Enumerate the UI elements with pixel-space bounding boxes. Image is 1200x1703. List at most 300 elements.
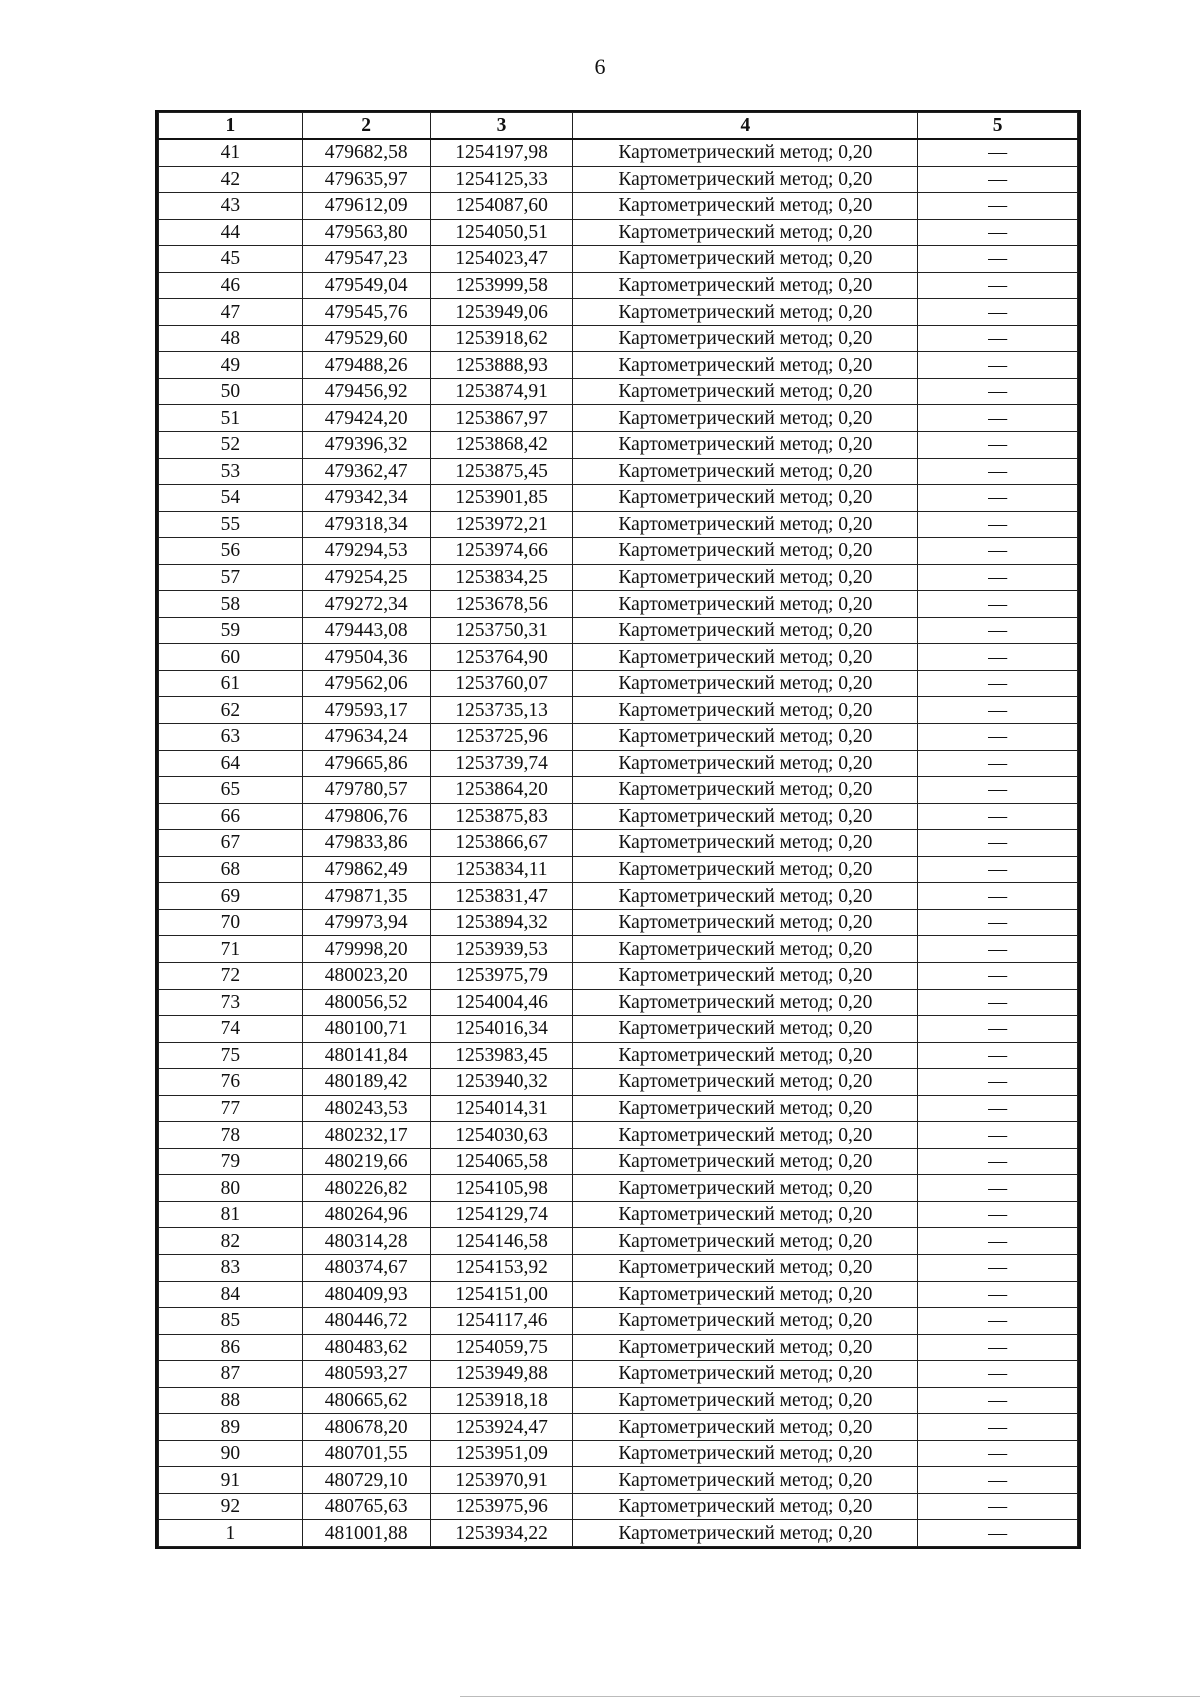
description-cell: —	[918, 1281, 1078, 1308]
point-number-cell: 64	[159, 750, 303, 777]
method-cell: Картометрический метод; 0,20	[573, 1467, 918, 1494]
y-coordinate-cell: 1254030,63	[430, 1122, 573, 1149]
table-row	[159, 352, 1078, 379]
x-coordinate-cell: 480729,10	[302, 1467, 430, 1494]
x-coordinate-cell: 479862,49	[302, 856, 430, 883]
description-cell: —	[918, 219, 1078, 246]
y-coordinate-cell: 1253918,18	[430, 1387, 573, 1414]
description-cell: —	[918, 617, 1078, 644]
table-row	[159, 1493, 1078, 1520]
description-cell: —	[918, 1334, 1078, 1361]
table-row	[159, 1414, 1078, 1441]
description-cell: —	[918, 1122, 1078, 1149]
y-coordinate-cell: 1253875,45	[430, 458, 573, 485]
header-cell-col-1: 1	[159, 113, 303, 140]
table-row	[159, 962, 1078, 989]
y-coordinate-cell: 1253940,32	[430, 1069, 573, 1096]
point-number-cell: 46	[159, 272, 303, 299]
description-cell: —	[918, 909, 1078, 936]
y-coordinate-cell: 1254016,34	[430, 1016, 573, 1043]
description-cell: —	[918, 750, 1078, 777]
method-cell: Картометрический метод; 0,20	[573, 1493, 918, 1520]
description-cell: —	[918, 1387, 1078, 1414]
method-cell: Картометрический метод; 0,20	[573, 1308, 918, 1335]
description-cell: —	[918, 193, 1078, 220]
y-coordinate-cell: 1253834,25	[430, 564, 573, 591]
method-cell: Картометрический метод; 0,20	[573, 538, 918, 565]
point-number-cell: 86	[159, 1334, 303, 1361]
method-cell: Картометрический метод; 0,20	[573, 1440, 918, 1467]
y-coordinate-cell: 1254125,33	[430, 166, 573, 193]
description-cell: —	[918, 378, 1078, 405]
y-coordinate-cell: 1254197,98	[430, 139, 573, 166]
point-number-cell: 45	[159, 246, 303, 273]
description-cell: —	[918, 1254, 1078, 1281]
y-coordinate-cell: 1253888,93	[430, 352, 573, 379]
point-number-cell: 87	[159, 1361, 303, 1388]
x-coordinate-cell: 479424,20	[302, 405, 430, 432]
table-row	[159, 538, 1078, 565]
method-cell: Картометрический метод; 0,20	[573, 458, 918, 485]
x-coordinate-cell: 480243,53	[302, 1095, 430, 1122]
x-coordinate-cell: 479362,47	[302, 458, 430, 485]
method-cell: Картометрический метод; 0,20	[573, 670, 918, 697]
description-cell: —	[918, 246, 1078, 273]
description-cell: —	[918, 1069, 1078, 1096]
point-number-cell: 55	[159, 511, 303, 538]
point-number-cell: 91	[159, 1467, 303, 1494]
x-coordinate-cell: 480678,20	[302, 1414, 430, 1441]
description-cell: —	[918, 777, 1078, 804]
table-row	[159, 1069, 1078, 1096]
header-cell-col-4: 4	[573, 113, 918, 140]
x-coordinate-cell: 480409,93	[302, 1281, 430, 1308]
table-row	[159, 1175, 1078, 1202]
method-cell: Картометрический метод; 0,20	[573, 909, 918, 936]
table-row	[159, 325, 1078, 352]
x-coordinate-cell: 479254,25	[302, 564, 430, 591]
x-coordinate-cell: 480665,62	[302, 1387, 430, 1414]
method-cell: Картометрический метод; 0,20	[573, 1520, 918, 1547]
table-row	[159, 272, 1078, 299]
table-row	[159, 989, 1078, 1016]
y-coordinate-cell: 1254117,46	[430, 1308, 573, 1335]
point-number-cell: 50	[159, 378, 303, 405]
x-coordinate-cell: 479318,34	[302, 511, 430, 538]
method-cell: Картометрический метод; 0,20	[573, 378, 918, 405]
method-cell: Картометрический метод; 0,20	[573, 1228, 918, 1255]
y-coordinate-cell: 1253934,22	[430, 1520, 573, 1547]
y-coordinate-cell: 1253894,32	[430, 909, 573, 936]
point-number-cell: 63	[159, 724, 303, 751]
method-cell: Картометрический метод; 0,20	[573, 962, 918, 989]
x-coordinate-cell: 479871,35	[302, 883, 430, 910]
point-number-cell: 49	[159, 352, 303, 379]
x-coordinate-cell: 479665,86	[302, 750, 430, 777]
description-cell: —	[918, 1520, 1078, 1547]
point-number-cell: 65	[159, 777, 303, 804]
method-cell: Картометрический метод; 0,20	[573, 697, 918, 724]
point-number-cell: 54	[159, 485, 303, 512]
description-cell: —	[918, 352, 1078, 379]
table-row	[159, 1228, 1078, 1255]
x-coordinate-cell: 479806,76	[302, 803, 430, 830]
table-row	[159, 485, 1078, 512]
x-coordinate-cell: 479547,23	[302, 246, 430, 273]
point-number-cell: 90	[159, 1440, 303, 1467]
point-number-cell: 41	[159, 139, 303, 166]
header-cell-col-5: 5	[918, 113, 1078, 140]
y-coordinate-cell: 1254004,46	[430, 989, 573, 1016]
bottom-divider	[460, 1696, 1200, 1697]
description-cell: —	[918, 166, 1078, 193]
description-cell: —	[918, 1042, 1078, 1069]
y-coordinate-cell: 1253901,85	[430, 485, 573, 512]
x-coordinate-cell: 479456,92	[302, 378, 430, 405]
y-coordinate-cell: 1253678,56	[430, 591, 573, 618]
table-row	[159, 219, 1078, 246]
x-coordinate-cell: 479998,20	[302, 936, 430, 963]
method-cell: Картометрический метод; 0,20	[573, 724, 918, 751]
method-cell: Картометрический метод; 0,20	[573, 617, 918, 644]
method-cell: Картометрический метод; 0,20	[573, 1414, 918, 1441]
y-coordinate-cell: 1253975,79	[430, 962, 573, 989]
y-coordinate-cell: 1253866,67	[430, 830, 573, 857]
method-cell: Картометрический метод; 0,20	[573, 272, 918, 299]
y-coordinate-cell: 1253867,97	[430, 405, 573, 432]
y-coordinate-cell: 1253875,83	[430, 803, 573, 830]
x-coordinate-cell: 480483,62	[302, 1334, 430, 1361]
y-coordinate-cell: 1253735,13	[430, 697, 573, 724]
method-cell: Картометрический метод; 0,20	[573, 1042, 918, 1069]
x-coordinate-cell: 480023,20	[302, 962, 430, 989]
point-number-cell: 69	[159, 883, 303, 910]
x-coordinate-cell: 479488,26	[302, 352, 430, 379]
description-cell: —	[918, 1467, 1078, 1494]
point-number-cell: 73	[159, 989, 303, 1016]
table-row	[159, 1254, 1078, 1281]
table-row	[159, 1281, 1078, 1308]
description-cell: —	[918, 1175, 1078, 1202]
x-coordinate-cell: 480141,84	[302, 1042, 430, 1069]
header-cell-col-2: 2	[302, 113, 430, 140]
header-cell-col-3: 3	[430, 113, 573, 140]
description-cell: —	[918, 538, 1078, 565]
point-number-cell: 1	[159, 1520, 303, 1547]
table-row	[159, 139, 1078, 166]
y-coordinate-cell: 1253974,66	[430, 538, 573, 565]
y-coordinate-cell: 1253868,42	[430, 432, 573, 459]
y-coordinate-cell: 1254023,47	[430, 246, 573, 273]
description-cell: —	[918, 139, 1078, 166]
y-coordinate-cell: 1254129,74	[430, 1201, 573, 1228]
method-cell: Картометрический метод; 0,20	[573, 1175, 918, 1202]
method-cell: Картометрический метод; 0,20	[573, 352, 918, 379]
x-coordinate-cell: 479549,04	[302, 272, 430, 299]
description-cell: —	[918, 591, 1078, 618]
x-coordinate-cell: 479682,58	[302, 139, 430, 166]
x-coordinate-cell: 480374,67	[302, 1254, 430, 1281]
method-cell: Картометрический метод; 0,20	[573, 1148, 918, 1175]
point-number-cell: 88	[159, 1387, 303, 1414]
table-row	[159, 1122, 1078, 1149]
table-row	[159, 591, 1078, 618]
point-number-cell: 83	[159, 1254, 303, 1281]
method-cell: Картометрический метод; 0,20	[573, 777, 918, 804]
point-number-cell: 78	[159, 1122, 303, 1149]
method-cell: Картометрический метод; 0,20	[573, 883, 918, 910]
x-coordinate-cell: 479342,34	[302, 485, 430, 512]
point-number-cell: 47	[159, 299, 303, 326]
y-coordinate-cell: 1253764,90	[430, 644, 573, 671]
description-cell: —	[918, 644, 1078, 671]
method-cell: Картометрический метод; 0,20	[573, 856, 918, 883]
point-number-cell: 48	[159, 325, 303, 352]
table-row	[159, 644, 1078, 671]
table-row	[159, 1387, 1078, 1414]
description-cell: —	[918, 325, 1078, 352]
y-coordinate-cell: 1254065,58	[430, 1148, 573, 1175]
x-coordinate-cell: 480593,27	[302, 1361, 430, 1388]
table-row	[159, 511, 1078, 538]
description-cell: —	[918, 485, 1078, 512]
y-coordinate-cell: 1254050,51	[430, 219, 573, 246]
method-cell: Картометрический метод; 0,20	[573, 1361, 918, 1388]
x-coordinate-cell: 480701,55	[302, 1440, 430, 1467]
table-row	[159, 193, 1078, 220]
x-coordinate-cell: 479545,76	[302, 299, 430, 326]
x-coordinate-cell: 480056,52	[302, 989, 430, 1016]
y-coordinate-cell: 1253834,11	[430, 856, 573, 883]
method-cell: Картометрический метод; 0,20	[573, 1254, 918, 1281]
x-coordinate-cell: 480219,66	[302, 1148, 430, 1175]
point-number-cell: 56	[159, 538, 303, 565]
table-row	[159, 697, 1078, 724]
y-coordinate-cell: 1254151,00	[430, 1281, 573, 1308]
x-coordinate-cell: 479635,97	[302, 166, 430, 193]
x-coordinate-cell: 480232,17	[302, 1122, 430, 1149]
table-row	[159, 1016, 1078, 1043]
y-coordinate-cell: 1254087,60	[430, 193, 573, 220]
point-number-cell: 71	[159, 936, 303, 963]
y-coordinate-cell: 1253949,88	[430, 1361, 573, 1388]
method-cell: Картометрический метод; 0,20	[573, 139, 918, 166]
point-number-cell: 92	[159, 1493, 303, 1520]
y-coordinate-cell: 1254014,31	[430, 1095, 573, 1122]
x-coordinate-cell: 479634,24	[302, 724, 430, 751]
description-cell: —	[918, 1095, 1078, 1122]
x-coordinate-cell: 479973,94	[302, 909, 430, 936]
table-row	[159, 750, 1078, 777]
point-number-cell: 67	[159, 830, 303, 857]
description-cell: —	[918, 1440, 1078, 1467]
method-cell: Картометрический метод; 0,20	[573, 193, 918, 220]
point-number-cell: 77	[159, 1095, 303, 1122]
point-number-cell: 60	[159, 644, 303, 671]
table-row	[159, 777, 1078, 804]
x-coordinate-cell: 479443,08	[302, 617, 430, 644]
y-coordinate-cell: 1254146,58	[430, 1228, 573, 1255]
x-coordinate-cell: 479272,34	[302, 591, 430, 618]
description-cell: —	[918, 1493, 1078, 1520]
description-cell: —	[918, 1308, 1078, 1335]
description-cell: —	[918, 458, 1078, 485]
point-number-cell: 51	[159, 405, 303, 432]
x-coordinate-cell: 480314,28	[302, 1228, 430, 1255]
point-number-cell: 42	[159, 166, 303, 193]
description-cell: —	[918, 1414, 1078, 1441]
point-number-cell: 53	[159, 458, 303, 485]
point-number-cell: 58	[159, 591, 303, 618]
x-coordinate-cell: 479780,57	[302, 777, 430, 804]
point-number-cell: 44	[159, 219, 303, 246]
y-coordinate-cell: 1254153,92	[430, 1254, 573, 1281]
table-row	[159, 299, 1078, 326]
y-coordinate-cell: 1253949,06	[430, 299, 573, 326]
y-coordinate-cell: 1253999,58	[430, 272, 573, 299]
table-row	[159, 1148, 1078, 1175]
table-row	[159, 724, 1078, 751]
x-coordinate-cell: 480765,63	[302, 1493, 430, 1520]
method-cell: Картометрический метод; 0,20	[573, 1016, 918, 1043]
description-cell: —	[918, 432, 1078, 459]
point-number-cell: 76	[159, 1069, 303, 1096]
description-cell: —	[918, 1361, 1078, 1388]
table-row	[159, 1201, 1078, 1228]
table-row	[159, 883, 1078, 910]
point-number-cell: 61	[159, 670, 303, 697]
point-number-cell: 81	[159, 1201, 303, 1228]
description-cell: —	[918, 1016, 1078, 1043]
table-row	[159, 1520, 1078, 1547]
method-cell: Картометрический метод; 0,20	[573, 325, 918, 352]
x-coordinate-cell: 480264,96	[302, 1201, 430, 1228]
x-coordinate-cell: 480189,42	[302, 1069, 430, 1096]
point-number-cell: 72	[159, 962, 303, 989]
point-number-cell: 84	[159, 1281, 303, 1308]
method-cell: Картометрический метод; 0,20	[573, 1201, 918, 1228]
y-coordinate-cell: 1253725,96	[430, 724, 573, 751]
method-cell: Картометрический метод; 0,20	[573, 1387, 918, 1414]
method-cell: Картометрический метод; 0,20	[573, 485, 918, 512]
point-number-cell: 74	[159, 1016, 303, 1043]
point-number-cell: 62	[159, 697, 303, 724]
description-cell: —	[918, 830, 1078, 857]
method-cell: Картометрический метод; 0,20	[573, 246, 918, 273]
method-cell: Картометрический метод; 0,20	[573, 989, 918, 1016]
description-cell: —	[918, 883, 1078, 910]
y-coordinate-cell: 1253924,47	[430, 1414, 573, 1441]
y-coordinate-cell: 1253951,09	[430, 1440, 573, 1467]
x-coordinate-cell: 481001,88	[302, 1520, 430, 1547]
description-cell: —	[918, 272, 1078, 299]
description-cell: —	[918, 989, 1078, 1016]
table-row	[159, 166, 1078, 193]
point-number-cell: 68	[159, 856, 303, 883]
table-row	[159, 1440, 1078, 1467]
table-row	[159, 246, 1078, 273]
table-row	[159, 405, 1078, 432]
description-cell: —	[918, 697, 1078, 724]
x-coordinate-cell: 479529,60	[302, 325, 430, 352]
method-cell: Картометрический метод; 0,20	[573, 750, 918, 777]
method-cell: Картометрический метод; 0,20	[573, 1281, 918, 1308]
point-number-cell: 75	[159, 1042, 303, 1069]
method-cell: Картометрический метод; 0,20	[573, 936, 918, 963]
description-cell: —	[918, 405, 1078, 432]
x-coordinate-cell: 480100,71	[302, 1016, 430, 1043]
coordinates-table	[158, 112, 1078, 1547]
x-coordinate-cell: 479612,09	[302, 193, 430, 220]
table-row	[159, 1334, 1078, 1361]
description-cell: —	[918, 1228, 1078, 1255]
description-cell: —	[918, 299, 1078, 326]
point-number-cell: 52	[159, 432, 303, 459]
table-row	[159, 909, 1078, 936]
y-coordinate-cell: 1253975,96	[430, 1493, 573, 1520]
point-number-cell: 57	[159, 564, 303, 591]
description-cell: —	[918, 856, 1078, 883]
method-cell: Картометрический метод; 0,20	[573, 591, 918, 618]
description-cell: —	[918, 670, 1078, 697]
method-cell: Картометрический метод; 0,20	[573, 1122, 918, 1149]
y-coordinate-cell: 1253970,91	[430, 1467, 573, 1494]
method-cell: Картометрический метод; 0,20	[573, 1069, 918, 1096]
method-cell: Картометрический метод; 0,20	[573, 830, 918, 857]
table-row	[159, 617, 1078, 644]
x-coordinate-cell: 480226,82	[302, 1175, 430, 1202]
table-row	[159, 1308, 1078, 1335]
coordinates-table-frame	[155, 110, 1081, 1549]
method-cell: Картометрический метод; 0,20	[573, 405, 918, 432]
y-coordinate-cell: 1253864,20	[430, 777, 573, 804]
table-row	[159, 1095, 1078, 1122]
page-number: 6	[594, 54, 606, 79]
y-coordinate-cell: 1253939,53	[430, 936, 573, 963]
point-number-cell: 66	[159, 803, 303, 830]
x-coordinate-cell: 479593,17	[302, 697, 430, 724]
table-row	[159, 670, 1078, 697]
point-number-cell: 79	[159, 1148, 303, 1175]
table-row	[159, 378, 1078, 405]
method-cell: Картометрический метод; 0,20	[573, 432, 918, 459]
y-coordinate-cell: 1253831,47	[430, 883, 573, 910]
x-coordinate-cell: 479833,86	[302, 830, 430, 857]
table-header-row	[159, 113, 1078, 140]
y-coordinate-cell: 1254105,98	[430, 1175, 573, 1202]
x-coordinate-cell: 479562,06	[302, 670, 430, 697]
table-row	[159, 803, 1078, 830]
table-row	[159, 1467, 1078, 1494]
method-cell: Картометрический метод; 0,20	[573, 299, 918, 326]
table-body	[159, 139, 1078, 1546]
point-number-cell: 89	[159, 1414, 303, 1441]
method-cell: Картометрический метод; 0,20	[573, 1334, 918, 1361]
method-cell: Картометрический метод; 0,20	[573, 219, 918, 246]
y-coordinate-cell: 1253760,07	[430, 670, 573, 697]
method-cell: Картометрический метод; 0,20	[573, 564, 918, 591]
method-cell: Картометрический метод; 0,20	[573, 803, 918, 830]
x-coordinate-cell: 479563,80	[302, 219, 430, 246]
y-coordinate-cell: 1253750,31	[430, 617, 573, 644]
y-coordinate-cell: 1253983,45	[430, 1042, 573, 1069]
point-number-cell: 85	[159, 1308, 303, 1335]
table-row	[159, 1361, 1078, 1388]
point-number-cell: 59	[159, 617, 303, 644]
method-cell: Картометрический метод; 0,20	[573, 166, 918, 193]
y-coordinate-cell: 1253918,62	[430, 325, 573, 352]
description-cell: —	[918, 803, 1078, 830]
